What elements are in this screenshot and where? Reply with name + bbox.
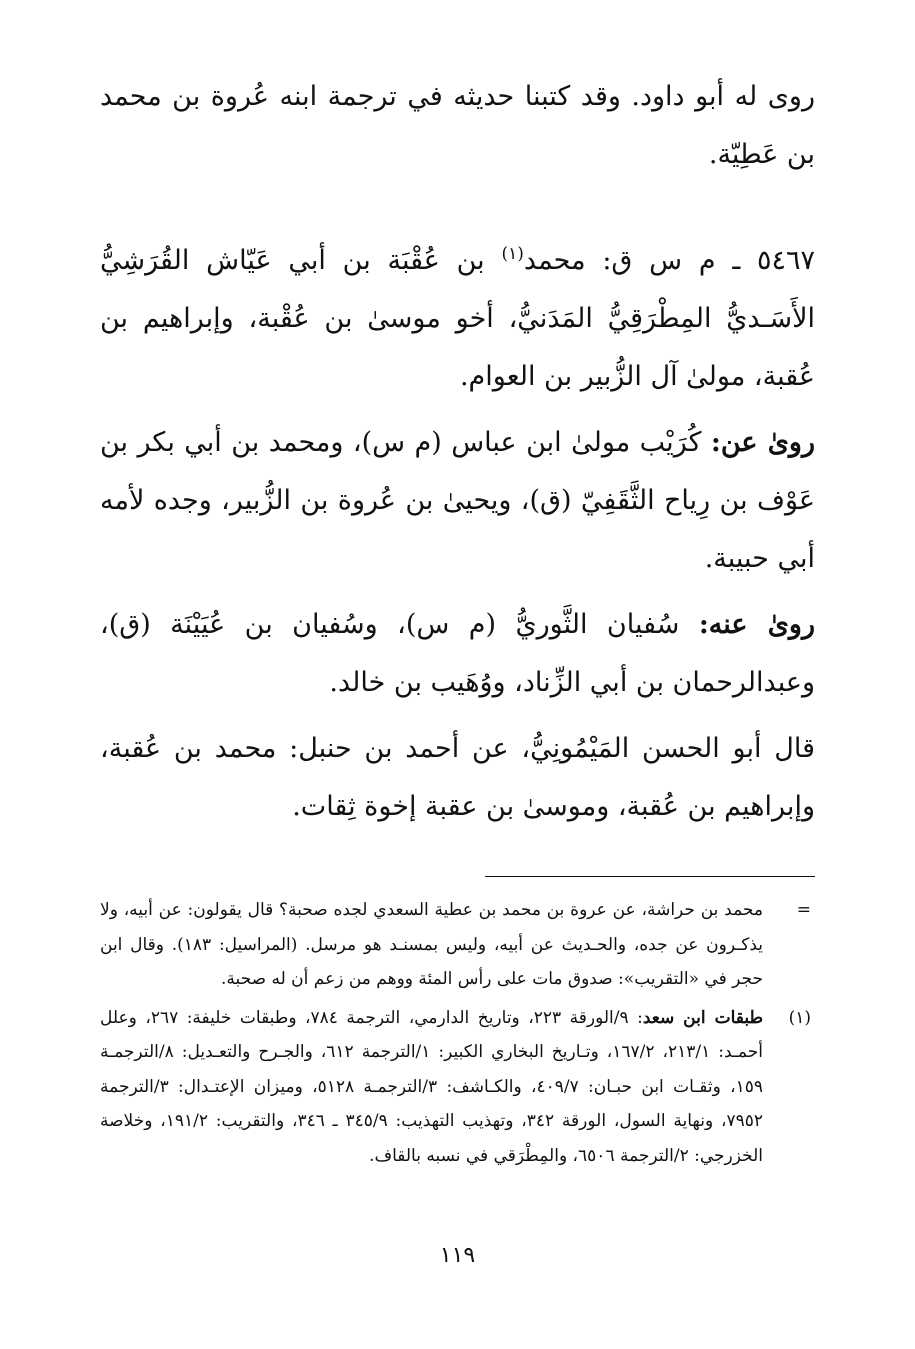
narrated-by-paragraph [100, 596, 815, 712]
narrated-from-text: كُرَيْب مولىٰ ابن عباس (م س)، ومحمد بن أبي بكر بن عَوْف بن رِياح الثَّقَفِيّ (ق)، ويحيىٰ بن عُروة بن الزُّبير، وجده لأمه أبي حبيبة. [100, 427, 815, 574]
page-body [100, 68, 815, 1173]
assessment-quote-text: قال أبو الحسن المَيْمُونِيُّ، عن أحمد بن حنبل: محمد بن عُقبة، وإبراهيم بن عُقبة، وموسىٰ بن عقبة إخوة ثِقات. [100, 733, 815, 822]
narrated-from-label: روىٰ عن: [710, 427, 815, 458]
footnote-1-mark: (١) [788, 1007, 811, 1028]
footnote-1-lead: طبقات ابن سعد [642, 1007, 764, 1028]
footnote-divider [485, 876, 815, 877]
narrated-from-paragraph [100, 414, 815, 588]
entry-number-and-name: ٥٤٦٧ ـ م س ق: محمد [523, 245, 816, 276]
footnote-reference-mark: (١) [501, 244, 524, 264]
intro-text: روى له أبو داود. وقد كتبنا حديثه في ترجمة ابنه عُروة بن محمد بن عَطِيّة. [100, 81, 815, 170]
footnote-1-text: : ٩/الورقة ٢٢٣، وتاريخ الدارمي، الترجمة ٧٨٤، وطبقات خليفة: ٢٦٧، وعلل أحمـد: ٢١٣/١، ١٦٧/٢، وتـاريخ البخاري الكبير: ١/الترجمة ٦١٢، والجـرح والتعـديل: ٨/الترجمـة ١٥٩، وثقـات ابن حبـان: ٤٠٩/٧، والكـاشف: ٣/الترجمـة ٥١٢٨، وميزان الإعتـدال: ٣/الترجمة ٧٩٥٢، ونهاية السول، الورقة ٣٤٢، وتهذيب التهذيب: ٣٤٥/٩ ـ ٣٤٦، والتقريب: ١٩١/٢، وخلاصة الخزرجي: ٢/الترجمة ٦٥٠٦، والمِطْرَقي في نسبه بالقاف. [100, 1007, 763, 1166]
footnote-continuation [100, 893, 815, 997]
intro-paragraph [100, 68, 815, 184]
footnote-continuation-text: محمد بن حراشة، عن عروة بن محمد بن عطية السعدي لجده صحبة؟ قال يقولون: عن أبيه، ولا يذكـرون عن جده، والحـديث عن أبيه، وليس بمسنـد هو مرسل. (المراسيل: ١٨٣). وقال ابن حجر في «التقريب»: صدوق مات على رأس المئة ووهم من زعم أن له صحبة. [100, 900, 763, 989]
continuation-mark: = [796, 900, 811, 920]
entry-heading-paragraph [100, 232, 815, 406]
assessment-quote-paragraph [100, 720, 815, 836]
entry-lineage-text: بن عُقْبَة بن أبي عَيّاش القُرَشِيُّ الأَسَـديُّ المِطْرَقِيُّ المَدَنيُّ، أخو موسىٰ بن عُقْبة، وإبراهيم بن عُقبة، مولىٰ آل الزُّبير بن العوام. [100, 245, 815, 392]
page-number: ١١٩ [439, 1243, 476, 1268]
narrated-by-label: روىٰ عنه: [698, 609, 815, 640]
footnote-1 [100, 1001, 815, 1174]
narrated-by-text: سُفيان الثَّوريُّ (م س)، وسُفيان بن عُيَيْنَة (ق)، وعبدالرحمان بن أبي الزِّناد، ووُهَيب بن خالد. [100, 609, 815, 698]
